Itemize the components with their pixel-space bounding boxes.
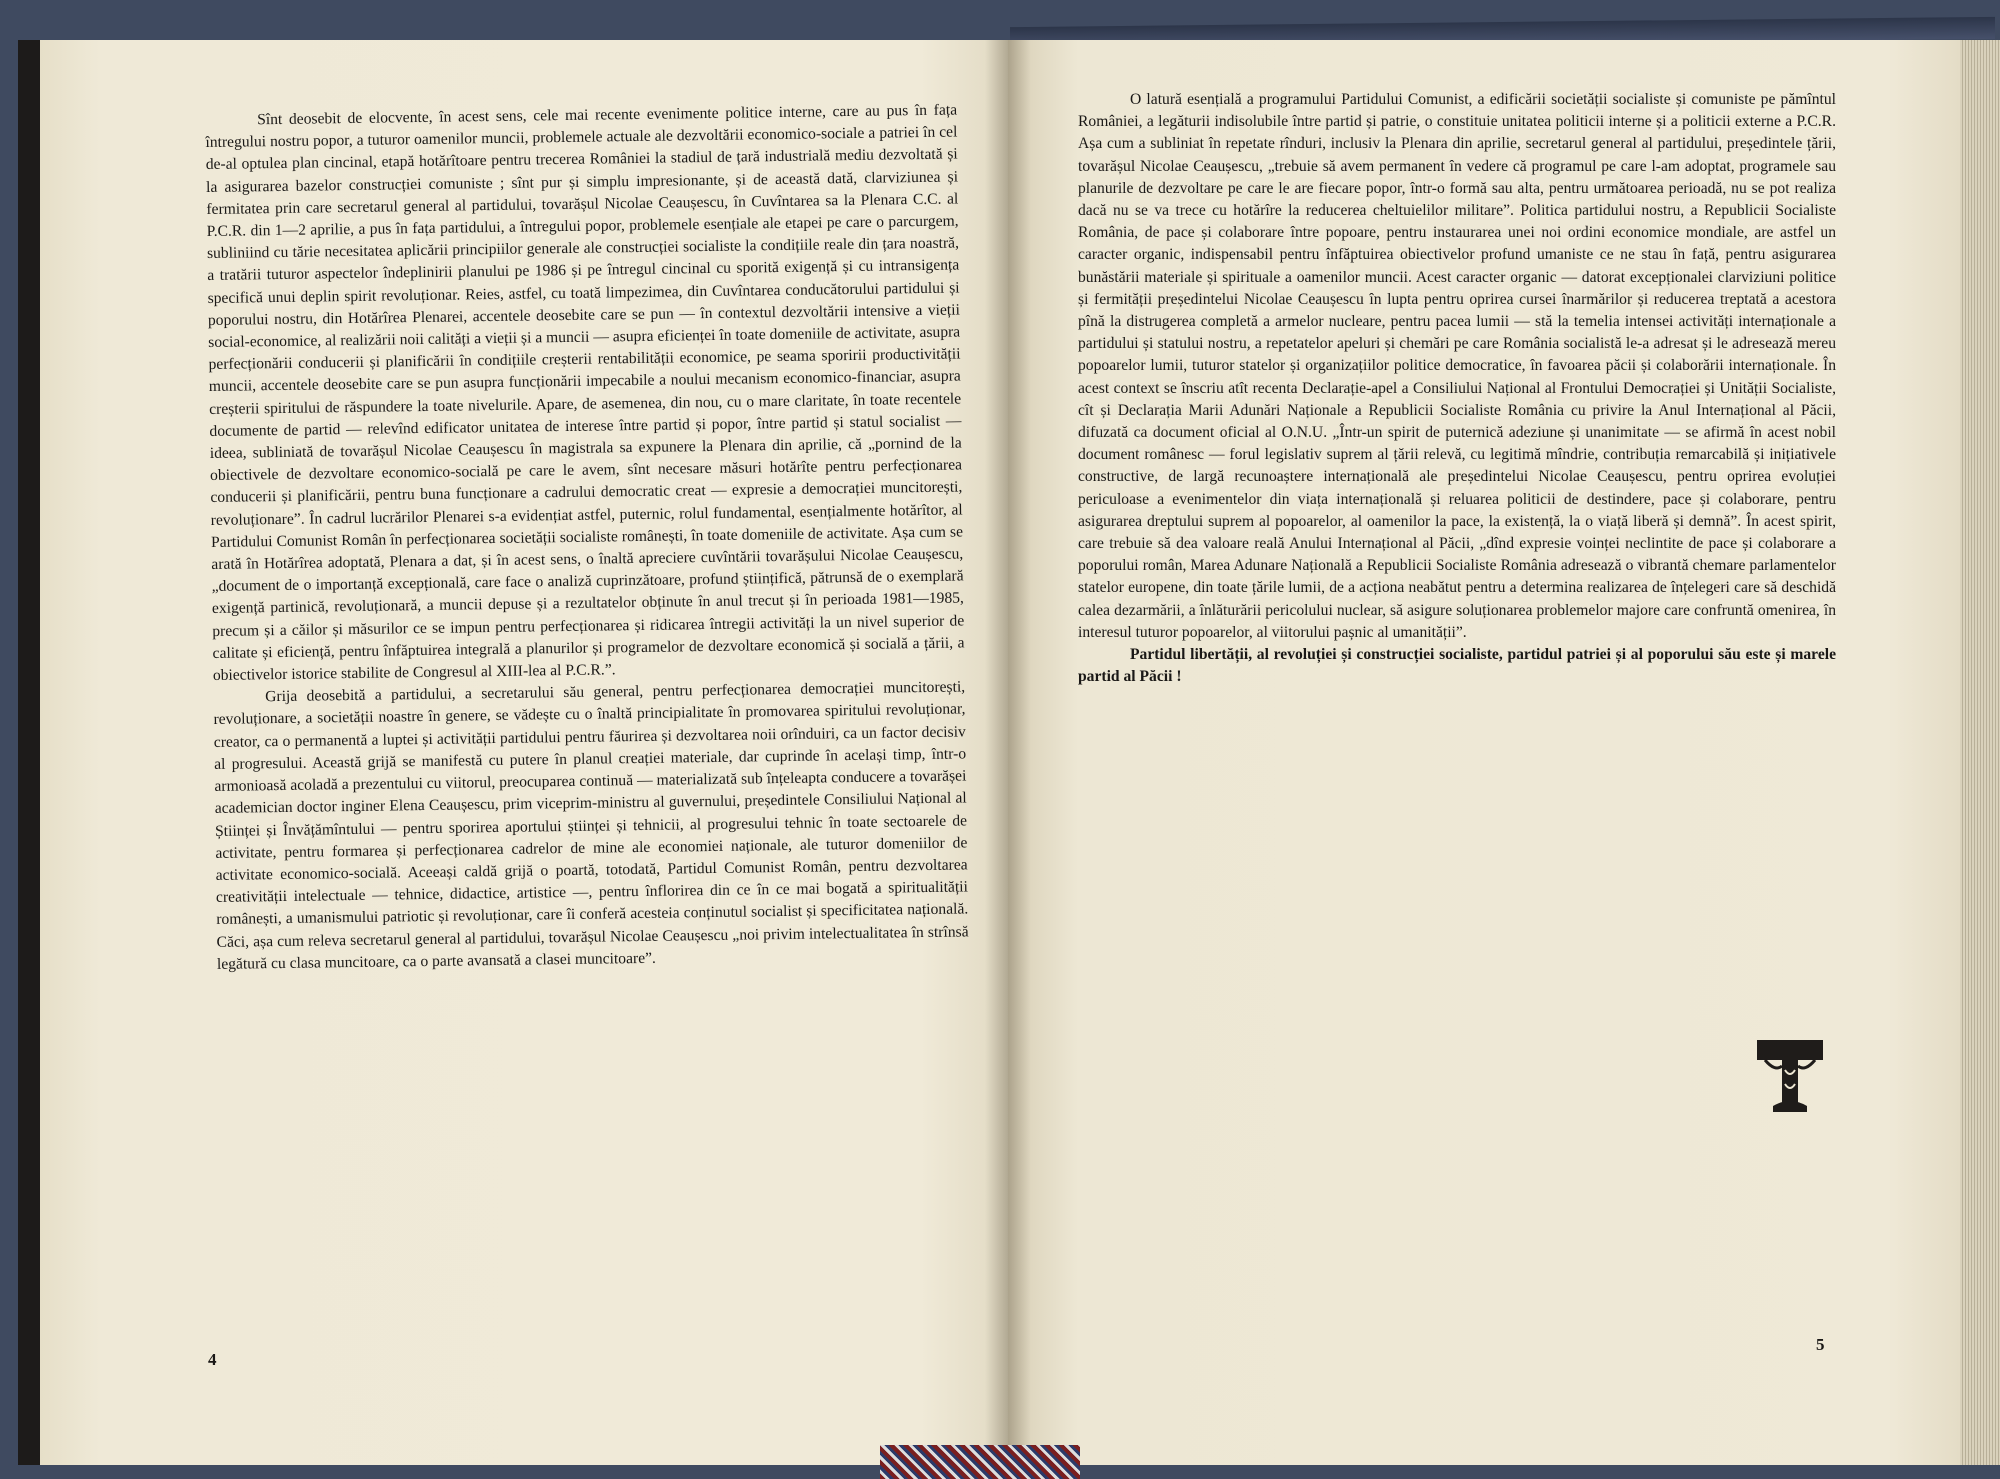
page-number-right: 5 bbox=[1816, 1335, 1825, 1354]
left-paragraph-1: Sînt deosebit de elocvente, în acest sens, cele mai recente evenimente politice interne, care au pus în fața întregului nostru popor, a tuturor oamenilor muncii, problemele actuale ale dezvoltării economico-sociale a patriei în cel de-al optulea plan cincinal, etapă hotărîtoare pentru trecerea României la stadiul de țară industrială mediu dezvoltată și la asigurarea bazelor construcției comuniste ; sînt pur și simplu impresionante, și de această dată, clarviziunea și fermitatea prin care secretarul general al partidului, tovarășul Nicolae Ceaușescu, în Cuvîntarea sa la Plenara C.C. al P.C.R. din 1—2 aprilie, a pus în fața partidului, a întregului popor, problemele esențiale ale etapei pe care o parcurgem, subliniind cu tărie necesitatea aplicării principiilor generale ale construcției socialiste la condițiile reale din țara noastră, a tratării tuturor aspectelor îndeplinirii planului pe 1986 și pe întregul cincinal cu sporită exigență și cu intransigența specifică unui deplin spirit revoluționar. Reies, astfel, cu toată limpezimea, din Cuvîntarea conducătorului partidului și poporului nostru, din Hotărîrea Plenarei, accentele deosebite care se pun — în contextul dezvoltării intensive a vieții social-economice, al realizării noii calități a vieții și a muncii — asupra eficienței în toate domeniile de activitate, asupra perfecționării conducerii și planificării în condițiile creșterii rentabilității economice, pe seama sporirii productivității muncii, accentele deosebite care se pun asupra funcționării impecabile a noului mecanism economico-financiar, asupra creșterii spiritului de răspundere la toate nivelurile. Apare, de asemenea, din nou, cu o mare claritate, în toate recentele documente de partid — relevînd edificator unitatea de interese între partid și popor, între partid și statul socialist — ideea, subliniată de tovarășul Nicolae Ceaușescu în magistrala sa expunere la Plenara din aprilie, că „pornind de la obiectivele de dezvoltare economico-socială pe care le avem, sînt necesare măsuri hotărîte pentru perfecționarea conducerii și planificării, pentru buna funcționare a cadrului democratic creat — expresie a democrației muncitorești, revoluționare”. În cadrul lucrărilor Plenarei s-a evidențiat astfel, puternic, rolul fundamental, esențialmente hotărîtor, al Partidului Comunist Român în perfecționarea societății socialiste românești, în toate domeniile de activitate. Așa cum se arată în Hotărîrea adoptată, Plenara a dat, și în acest sens, o înaltă apreciere cuvîntării tovarășului Nicolae Ceaușescu, „document de o importanță excepțională, care face o analiză cuprinzătoare, profund științifică, pătrunsă de o exemplară exigență partinică, revoluționară, a muncii depuse și a rezultatelor obținute în anul trecut și în perioada 1981—1985, precum și a căilor și măsurilor ce se impun pentru perfecționarea și ridicarea întregii activități la un nivel superior de calitate și eficiență, pentru înfăptuirea integrală a planurilor și programelor de dezvoltare economică și socială a țării, a obiectivelor istorice stabilite de Congresul al XIII-lea al P.C.R.”. bbox=[205, 101, 965, 685]
bookmark-ribbon bbox=[880, 1445, 1080, 1479]
right-paragraph-2: Partidul libertății, al revoluției și construcției socialiste, partidul patriei și al poporului său este și marele partid al Păcii ! bbox=[1078, 646, 1836, 686]
page-edges bbox=[1960, 40, 2000, 1465]
right-paragraph-1: O latură esențială a programului Partidului Comunist, a edificării societății socialiste și comuniste pe pămîntul României, a legăturii indisolubile între partid și patrie, o constituie unitatea politicii interne și a politicii externe a P.C.R. Așa cum a subliniat în repetate rînduri, inclusiv la Plenara din aprilie, secretarul general al partidului, președintele țării, tovarășul Nicolae Ceaușescu, „trebuie să avem permanent în vedere că programul pe care l-am adoptat, programele sau planurile de dezvoltare pe care le are fiecare popor, într-o formă sau alta, pentru următoarea perioadă, nu se pot realiza dacă nu se va trece cu hotărîre la reducerea cheltuielilor militare”. Politica partidului nostru, a Republicii Socialiste România, de pace și colaborare între popoare, pentru instaurarea unei noi ordini economice mondiale, are astfel un caracter organic, indispensabil pentru înfăptuirea obiectivelor profund umaniste ce ne stau în față, pentru asigurarea bunăstării materiale și spirituale a oamenilor muncii. Acest caracter organic — datorat excepționalei clarviziuni politice și fermității președintelui Nicolae Ceaușescu în lupta pentru oprirea cursei înarmărilor și reducerea treptată a acestora pînă la distrugerea completă a armelor nucleare, pentru pacea lumii — stă la temelia intensei activități internaționale a partidului și statului nostru, a repetatelor apeluri și chemări pe care România socialistă le-a adresat și le adresează mereu popoarelor lumii, tuturor statelor și organizațiilor politice democratice, în favoarea păcii și colaborării internaționale. În acest context se înscriu atît recenta Declarație-apel a Consiliului Național al Frontului Democrației și Unității Socialiste, cît și Declarația Marii Adunări Naționale a Republicii Socialiste România cu privire la Anul Internațional al Păcii, difuzată ca document oficial al O.N.U. „Într-un spirit de puternică adeziune și unanimitate — se afirmă în acest nobil document românesc — forul legislativ suprem al țării relevă, cu legitimă mîndrie, contribuția remarcabilă și inițiativele constructive, de largă recunoaștere internațională ale președintelui Nicolae Ceaușescu, pentru oprirea evoluției periculoase a evenimentelor din viața internațională și reluarea politicii de destindere, pace și colaborare, pentru asigurarea dreptului suprem al popoarelor, al oamenilor la pace, la existență, la o viață liberă și demnă”. În acest spirit, care trebuie să dea valoare reală Anului Internațional al Păcii, „dînd expresie voinței neclintite de pace și colaborare a poporului român, Marea Adunare Națională a Republicii Socialiste România adresează o vibrantă chemare parlamentelor statelor europene, din toate țările lumii, de a acționa neabătut pentru a determina realizarea de înțelegeri care să deschidă calea dezarmării, a înlăturării pericolului nuclear, să asigure soluționarea problemelor majore care confruntă omenirea, în interesul tuturor popoarelor, al viitorului pașnic al umanității”. bbox=[1078, 91, 1836, 641]
book-gutter bbox=[985, 40, 1031, 1465]
page-number-left: 4 bbox=[208, 1350, 217, 1369]
right-page-text bbox=[1078, 89, 1836, 688]
left-page-text bbox=[205, 100, 969, 976]
left-paragraph-2: Grija deosebită a partidului, a secretarului său general, pentru perfecționarea democrației muncitorești, revoluționare, a societății noastre în genere, se vădește cu o înaltă principialitate în promovarea spiritului revoluționar, creator, ca o permanentă a luptei și activității partidului pentru făurirea și dezvoltarea noii orînduiri, ca un factor decisiv al progresului. Această grijă se manifestă cu putere în planul creației materiale, dar cuprinde în același timp, într-o armonioasă acoladă a prezentului cu viitorul, preocuparea continuă — materializată sub înțeleapta conducere a tovarășei academician doctor inginer Elena Ceaușescu, prim viceprim-ministru al guvernului, președintele Consiliului Național al Științei și Învățămîntului — pentru sporirea aportului științei și tehnicii, al progresului tehnic în toate sectoarele de activitate, pentru formarea și perfecționarea cadrelor de mine ale economiei naționale, ale tuturor domeniilor de activitate economico-socială. Aceeași caldă grijă o poartă, totodată, Partidul Comunist Român, pentru dezvoltarea creativității intelectuale — tehnice, didactice, artistice —, pentru înflorirea din ce în ce mai bogată a spiritualității românești, a umanismului patriotic și revoluționar, care îi conferă acesteia conținutul socialist și specificitatea națională. Căci, așa cum releva secretarul general al partidului, tovarășul Nicolae Ceaușescu „noi privim intelectualitatea în strînsă legătură cu clasa muncitoare, ca o parte avansată a clasei muncitoare”. bbox=[213, 678, 969, 973]
decorative-letter-t-icon bbox=[1755, 1036, 1825, 1116]
